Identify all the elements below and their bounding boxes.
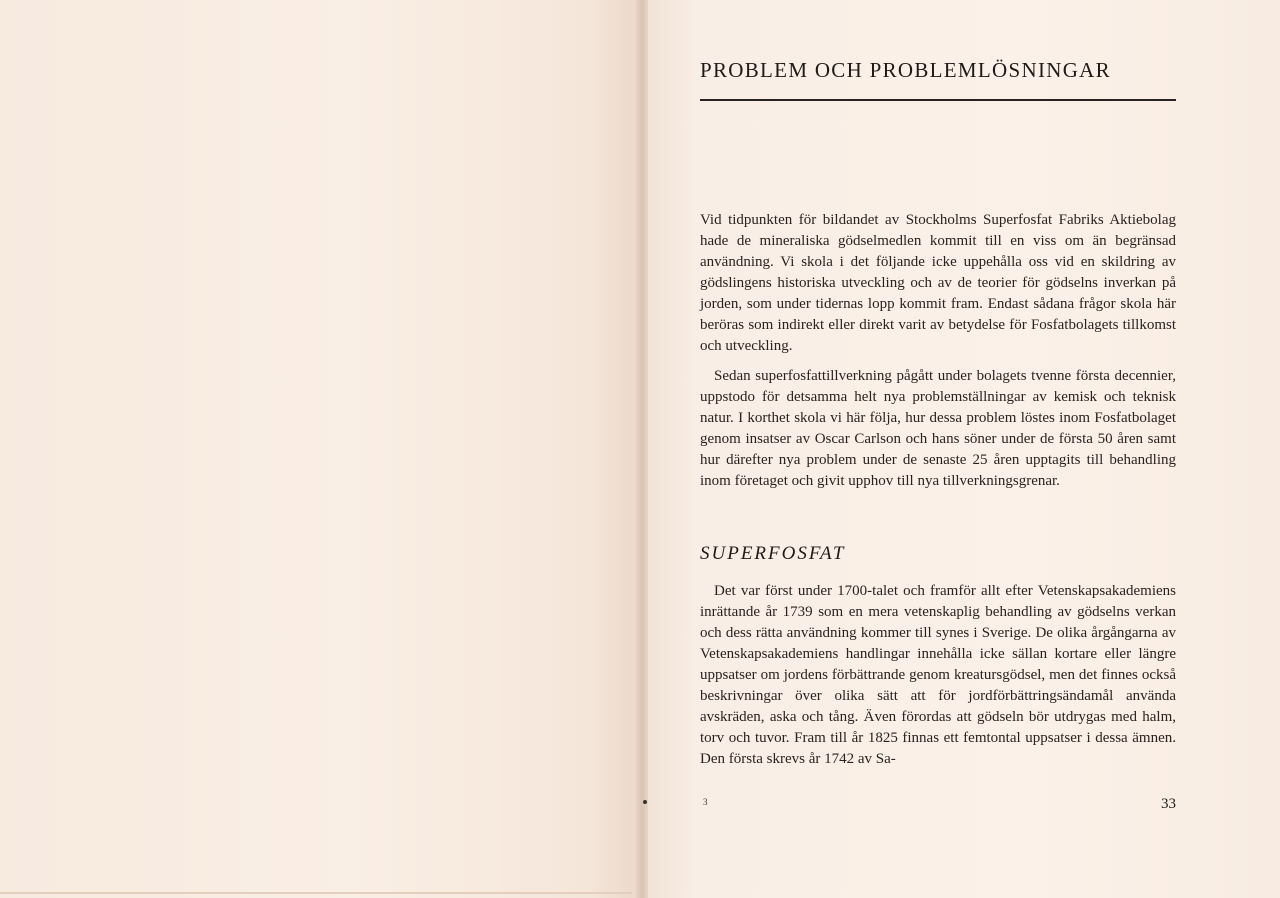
paragraph-intro: Vid tidpunkten för bildandet av Stockholms Superfosfat Fabriks Aktiebolag hade de mineraliska gödselmedlen kommit till en viss om än begränsad användning. Vi skola i det följande icke uppehålla oss vid en skildring av gödslingens historiska utveckling och av de teorier för gödselns inverkan på jorden, som under tidernas lopp kommit fram. Endast sådana frågor skola här beröras som indirekt eller direkt varit av betydelse för Fosfatbolagets tillkomst och utveckling.	[700, 212, 1176, 354]
running-head: PROBLEM OCH PROBLEMLÖSNINGAR	[700, 58, 1111, 82]
page-bottom-edge	[0, 892, 632, 894]
signature-mark: 3	[703, 797, 708, 807]
paragraph-development: Sedan superfosfattillverkning pågått under bolagets tvenne första decennier, uppstodo för detsamma helt nya problemställningar av kemisk och teknisk natur. I korthet skola vi här följa, hur dessa problem löstes inom Fosfatbolaget genom insatser av Oscar Carlson och hans söner under de första 50 åren samt hur därefter nya problem under de senaste 25 åren upptagits till behandling inom företaget och givit upphov till nya tillverkningsgrenar.	[700, 368, 1176, 489]
section-heading: SUPERFOSFAT	[700, 543, 846, 564]
paragraph-superfosfat: Det var först under 1700-talet och framför allt efter Vetenskapsakademiens inrättande år 1739 som en mera vetenskaplig behandling av gödselns verkan och dess rätta användning kommer till synes i Sverige. De olika årgångarna av Vetenskapsakademiens handlingar innehålla icke sällan kortare eller längre uppsatser om jordens förbättrande genom kreatursgödsel, men det finnes också beskrivningar över olika sätt att för jordförbättringsändamål använda avskräden, aska och tång. Även förordas att gödseln bör utdrygas med halm, torv och tuvor. Fram till år 1825 finnas ett femtontal uppsatser i dessa ämnen. Den första skrevs år 1742 av Sa-	[700, 583, 1176, 767]
print-speck	[643, 800, 647, 804]
header-rule	[700, 99, 1176, 101]
page-number: 33	[1161, 796, 1176, 812]
